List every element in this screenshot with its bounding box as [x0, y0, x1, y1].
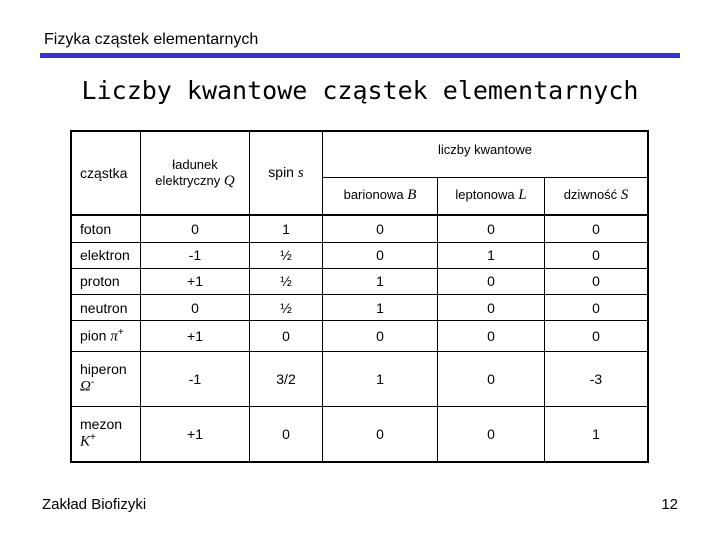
col-lepton-label: leptonowa — [455, 187, 515, 203]
slide-title: Liczby kwantowe cząstek elementarnych — [81, 76, 639, 105]
particle-name: foton — [80, 220, 112, 237]
col-charge-symbol: Q — [223, 173, 235, 189]
particle-charge-sup: + — [117, 326, 124, 338]
particle-symbol: K — [80, 434, 91, 451]
particle-name-cell — [71, 294, 141, 320]
baryon-number-cell: 1 — [323, 268, 438, 294]
strangeness-cell: -3 — [545, 351, 649, 406]
spin-cell: 0 — [250, 406, 323, 462]
strangeness-cell: 0 — [545, 321, 649, 351]
col-header-spin — [250, 131, 323, 215]
particle-name: proton — [80, 273, 120, 290]
particle-name-cell — [71, 215, 141, 242]
baryon-number-cell: 1 — [323, 294, 438, 320]
col-particle-label: cząstka — [80, 165, 128, 181]
particle-name-cell — [71, 268, 141, 294]
particle-symbol: Ω — [80, 378, 91, 395]
particle-name: hiperon — [80, 361, 127, 378]
particle-name-cell — [71, 321, 141, 351]
particle-name-cell — [71, 242, 141, 268]
charge-cell: +1 — [141, 406, 250, 462]
lepton-number-cell: 0 — [438, 321, 545, 351]
col-strange-label: dziwność — [563, 187, 618, 203]
col-strange-symbol: S — [620, 187, 629, 204]
particle-name: pion — [80, 327, 107, 344]
quantum-numbers-table — [70, 130, 649, 463]
col-header-lepton — [438, 177, 545, 215]
col-header-strangeness — [545, 177, 649, 215]
spin-cell: 3/2 — [250, 351, 323, 406]
col-baryon-symbol: B — [407, 187, 417, 204]
spin-cell: ½ — [250, 294, 323, 320]
charge-cell: 0 — [141, 294, 250, 320]
charge-cell: -1 — [141, 242, 250, 268]
header-rule — [40, 53, 680, 58]
table-row — [71, 294, 648, 320]
table-row — [71, 351, 648, 406]
spin-cell: 0 — [250, 321, 323, 351]
spin-cell: ½ — [250, 242, 323, 268]
col-header-charge — [141, 131, 250, 215]
col-spin-symbol: s — [297, 165, 304, 181]
page-number: 12 — [661, 496, 678, 513]
charge-cell: +1 — [141, 268, 250, 294]
particle-name: neutron — [80, 299, 128, 316]
col-baryon-label: barionowa — [343, 187, 404, 203]
footer-department: Zakład Biofizyki — [42, 496, 147, 513]
strangeness-cell: 0 — [545, 242, 649, 268]
particle-charge-sup: + — [90, 432, 96, 444]
table-row — [71, 321, 648, 351]
table-row — [71, 406, 648, 462]
baryon-number-cell: 0 — [323, 406, 438, 462]
charge-cell: +1 — [141, 321, 250, 351]
particle-name-cell — [71, 406, 141, 462]
charge-cell: -1 — [141, 351, 250, 406]
lepton-number-cell: 0 — [438, 406, 545, 462]
col-charge-label: ładunek elektryczny — [155, 157, 221, 188]
baryon-number-cell: 0 — [323, 321, 438, 351]
strangeness-cell: 0 — [545, 215, 649, 242]
group-header-label: liczby kwantowe — [438, 142, 532, 157]
particle-name: mezon — [80, 416, 123, 433]
lepton-number-cell: 1 — [438, 242, 545, 268]
lepton-number-cell: 0 — [438, 294, 545, 320]
col-lepton-symbol: L — [518, 187, 527, 204]
particle-symbol: π — [110, 328, 118, 345]
col-header-baryon — [323, 177, 438, 215]
table-row — [71, 215, 648, 242]
baryon-number-cell: 0 — [323, 215, 438, 242]
lepton-number-cell: 0 — [438, 351, 545, 406]
baryon-number-cell: 1 — [323, 351, 438, 406]
strangeness-cell: 0 — [545, 294, 649, 320]
baryon-number-cell: 0 — [323, 242, 438, 268]
col-header-particle — [71, 131, 141, 215]
spin-cell: 1 — [250, 215, 323, 242]
spin-cell: ½ — [250, 268, 323, 294]
strangeness-cell: 1 — [545, 406, 649, 462]
strangeness-cell: 0 — [545, 268, 649, 294]
table-row — [71, 268, 648, 294]
table-row — [71, 242, 648, 268]
particle-name: elektron — [80, 247, 130, 264]
charge-cell: 0 — [141, 215, 250, 242]
particle-name-cell — [71, 351, 141, 406]
lepton-number-cell: 0 — [438, 268, 545, 294]
col-spin-label: spin — [268, 164, 294, 180]
particle-charge-sup: - — [90, 377, 95, 389]
header-title: Fizyka cząstek elementarnych — [44, 31, 259, 48]
lepton-number-cell: 0 — [438, 215, 545, 242]
group-header-quantum-numbers — [323, 131, 649, 177]
